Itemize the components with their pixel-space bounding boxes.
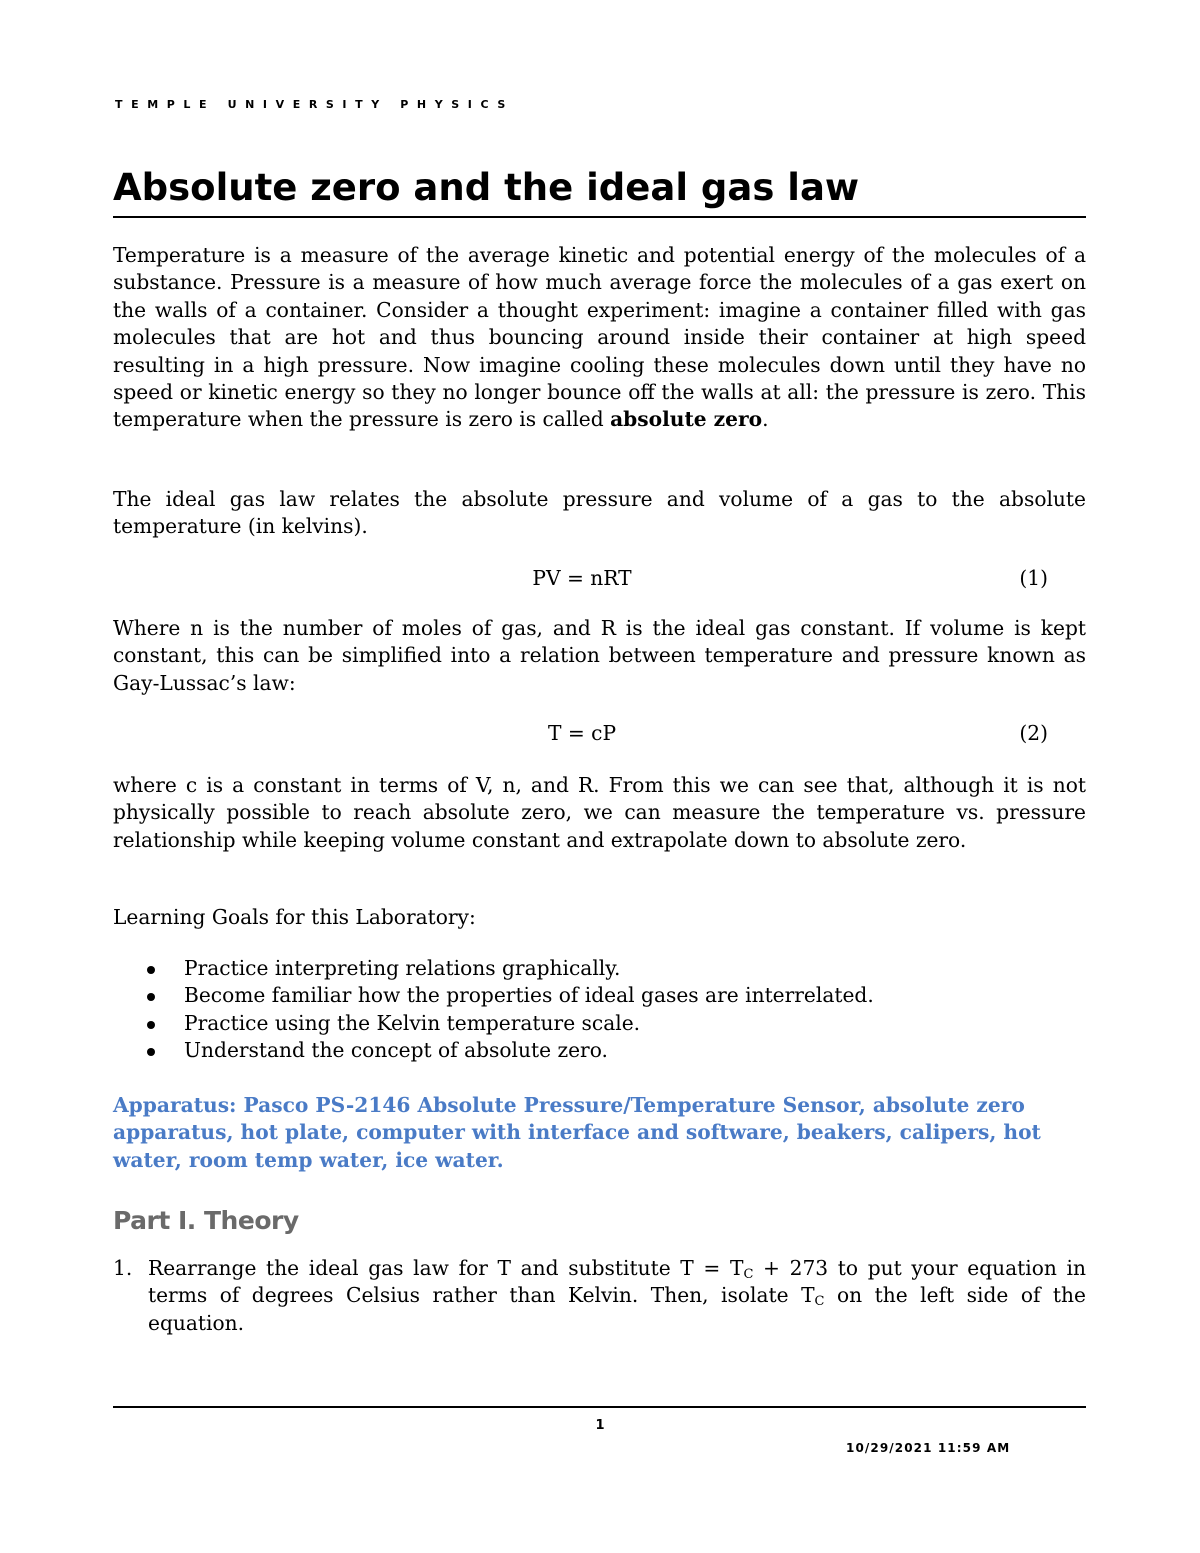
list-item xyxy=(113,982,1086,1009)
equation-2-expression: T = cP xyxy=(547,721,617,745)
page-title: Absolute zero and the ideal gas law xyxy=(113,166,860,209)
bullet-icon xyxy=(147,966,155,974)
goals-heading: Learning Goals for this Laboratory: xyxy=(113,905,476,929)
footer-divider xyxy=(113,1406,1086,1408)
question-1 xyxy=(113,1255,1086,1337)
bullet-icon xyxy=(147,993,155,1001)
goal-text: Practice using the Kelvin temperature scale. xyxy=(184,1010,641,1035)
running-header: TEMPLE UNIVERSITY PHYSICS xyxy=(115,98,514,111)
goal-text: Become familiar how the properties of ideal gases are interrelated. xyxy=(184,983,874,1008)
bullet-icon xyxy=(147,1021,155,1029)
celsius-subscript: C xyxy=(814,1294,825,1310)
list-item xyxy=(113,955,1086,982)
part-heading: Part I. Theory xyxy=(113,1206,299,1235)
list-item xyxy=(113,1037,1086,1064)
title-divider xyxy=(113,216,1086,218)
equation-2-number: (2) xyxy=(1019,721,1048,745)
question-text-a: Rearrange the ideal gas law for T and substitute T = T xyxy=(148,1256,744,1280)
absolute-zero-term: absolute zero xyxy=(610,407,763,432)
question-number: 1. xyxy=(113,1256,133,1280)
page-number: 1 xyxy=(595,1418,605,1433)
list-item xyxy=(113,1010,1086,1037)
constant-paragraph: where c is a constant in terms of V, n, and R. From this we can see that, although it is not physically possible to reach absolute zero, we can measure the temperature vs. pressure relationship while keeping volume constant and extrapolate down to absolute zero. xyxy=(113,773,1086,852)
question-text-c: on the left side of the equation. xyxy=(148,1283,1086,1335)
print-timestamp: 10/29/2021 11:59 AM xyxy=(846,1441,1011,1455)
celsius-subscript: C xyxy=(743,1267,754,1282)
where-paragraph: Where n is the number of moles of gas, and R is the ideal gas constant. If volume is kept constant, this can be simplified into a relation between temperature and pressure known as Gay-Lussac’s law: xyxy=(113,616,1086,695)
goal-text: Practice interpreting relations graphically. xyxy=(184,956,621,980)
learning-goals-list xyxy=(113,955,1086,1065)
intro-text-end: . xyxy=(762,407,769,432)
intro-text: Temperature is a measure of the average kinetic and potential energy of the molecules of a substance. Pressure is a measure of how much average force the molecules of a gas exert on the walls of a container. Consider a thought experiment: imagine a container filled with gas molecules that are hot and thus bouncing around inside their container at high speed resulting in a high pressure. Now imagine cooling these molecules down until they have no speed or kinetic energy so they no longer bounce off the walls at all: the pressure is zero. This temperature when the pressure is zero is called xyxy=(113,243,1086,432)
apparatus-paragraph: Apparatus: Pasco PS-2146 Absolute Pressure/Temperature Sensor, absolute zero apparatus, hot plate, computer with interface and software, beakers, calipers, hot water, room temp water, ice water. xyxy=(113,1093,1041,1172)
ideal-gas-paragraph: The ideal gas law relates the absolute pressure and volume of a gas to the absolute temperature (in kelvins). xyxy=(113,487,1086,539)
equation-1-expression: PV = nRT xyxy=(532,566,632,590)
bullet-icon xyxy=(147,1048,155,1056)
intro-paragraph xyxy=(113,242,1086,434)
question-text-b: + 273 to put your equation in terms of degrees Celsius rather than Kelvin. Then, isolate T xyxy=(148,1256,1086,1308)
question-text xyxy=(148,1255,1086,1337)
goal-text: Understand the concept of absolute zero. xyxy=(184,1038,608,1063)
equation-1-number: (1) xyxy=(1019,566,1048,590)
